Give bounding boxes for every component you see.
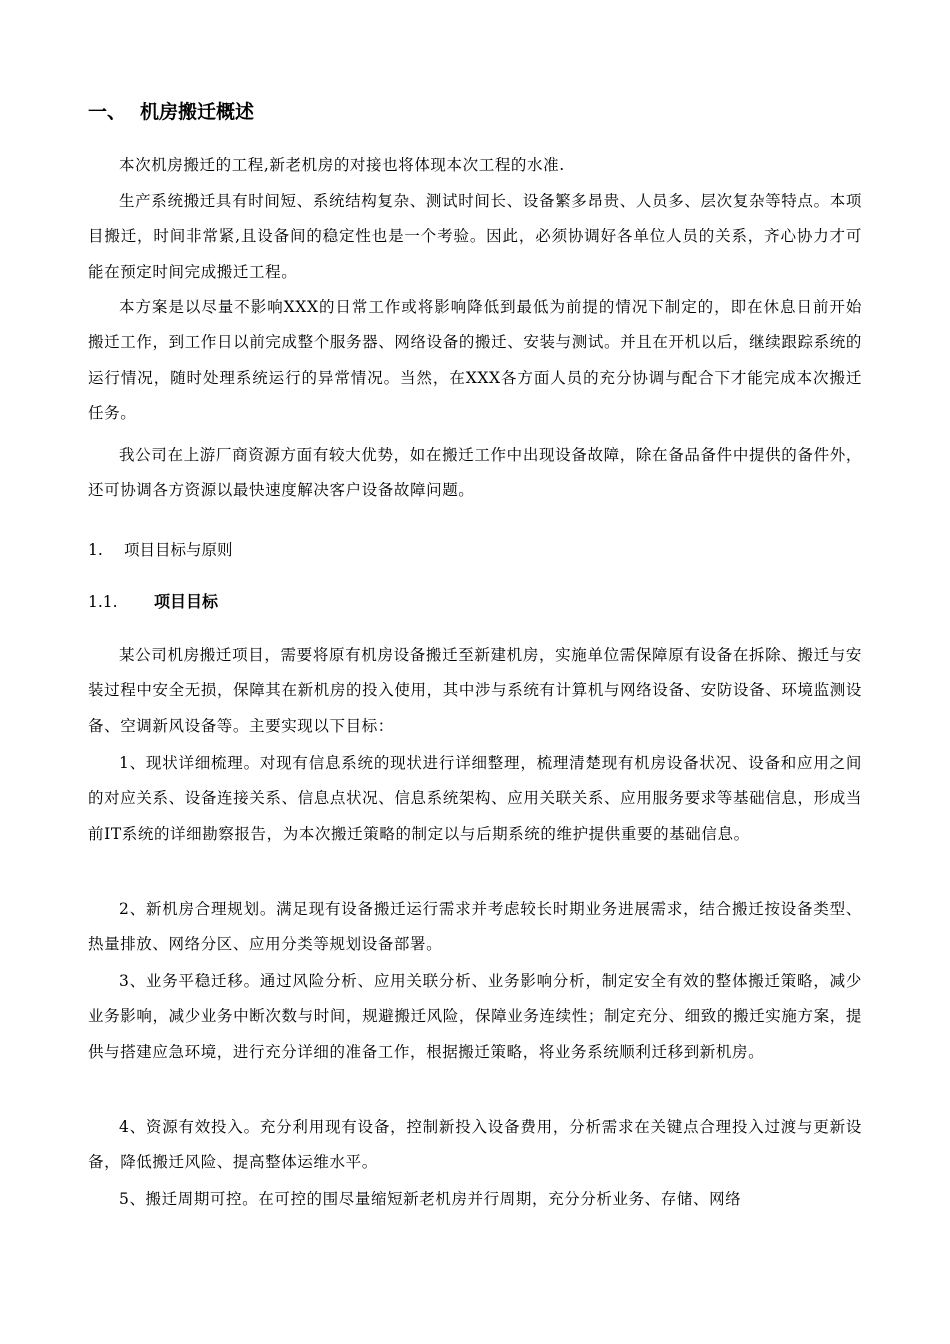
section-number: 一、 — [88, 101, 127, 123]
intro-paragraph: 本方案是以尽量不影响XXX的日常工作或将影响降低到最低为前提的情况下制定的，即在休息日前开始搬迁工作，到工作日以前完成整个服务器、网络设备的搬迁、安装与测试。并且在开机以后，继续跟踪系统的运行情况，随时处理系统运行的异常情况。当然，在XXX各方面人员的充分协调与配合下才能完成本次搬迁任务。 — [88, 298, 862, 423]
subsection-number: 1. — [88, 541, 103, 559]
subsubsection-number: 1.1. — [88, 593, 118, 611]
intro-paragraph: 本次机房搬迁的工程,新老机房的对接也将体现本次工程的水准. — [119, 156, 565, 174]
goal-paragraph: 3、业务平稳迁移。通过风险分析、应用关联分析、业务影响分析，制定安全有效的整体搬迁策略，减少业务影响，减少业务中断次数与时间，规避搬迁风险，保障业务连续性；制定充分、细致的搬迁实施方案，提供与搭建应急环境，进行充分详细的准备工作，根据搬迁策略，将业务系统顺利迁移到新机房。 — [88, 972, 862, 1061]
goal-paragraph: 1、现状详细梳理。对现有信息系统的现状进行详细整理，梳理清楚现有机房设备状况、设备和应用之间的对应关系、设备连接关系、信息点状况、信息系统架构、应用关联关系、应用服务要求等基础信息，形成当前IT系统的详细勘察报告，为本次搬迁策略的制定以与后期系统的维护提供重要的基础信息。 — [88, 754, 862, 843]
section-title: 机房搬迁概述 — [140, 101, 255, 123]
goal-paragraph: 2、新机房合理规划。满足现有设备搬迁运行需求并考虑较长时期业务进展需求，结合搬迁按设备类型、热量排放、网络分区、应用分类等规划设备部署。 — [88, 900, 862, 954]
intro-paragraph: 我公司在上游厂商资源方面有较大优势，如在搬迁工作中出现设备故障，除在备品备件中提供的备件外，还可协调各方资源以最快速度解决客户设备故障问题。 — [88, 446, 862, 500]
intro-paragraph: 生产系统搬迁具有时间短、系统结构复杂、测试时间长、设备繁多昂贵、人员多、层次复杂等特点。本项目搬迁，时间非常紧,且设备间的稳定性也是一个考验。因此，必须协调好各单位人员的关系，齐心协力才可能在预定时间完成搬迁工程。 — [88, 192, 862, 281]
subsubsection-heading — [88, 590, 218, 614]
goal-paragraph: 4、资源有效投入。充分利用现有设备，控制新投入设备费用，分析需求在关键点合理投入过渡与更新设备，降低搬迁风险、提高整体运维水平。 — [88, 1118, 862, 1172]
goal-paragraph: 某公司机房搬迁项目，需要将原有机房设备搬迁至新建机房，实施单位需保障原有设备在拆除、搬迁与安装过程中安全无损，保障其在新机房的投入使用，其中涉与系统有计算机与网络设备、安防设备、环境监测设备、空调新风设备等。主要实现以下目标： — [88, 646, 862, 735]
subsubsection-title: 项目目标 — [154, 592, 219, 611]
section-heading — [88, 98, 254, 126]
goal-paragraph: 5、搬迁周期可控。在可控的围尽量缩短新老机房并行周期，充分分析业务、存储、网络 — [119, 1190, 742, 1208]
subsection-title: 项目目标与原则 — [124, 541, 233, 559]
subsection-heading — [88, 538, 233, 562]
